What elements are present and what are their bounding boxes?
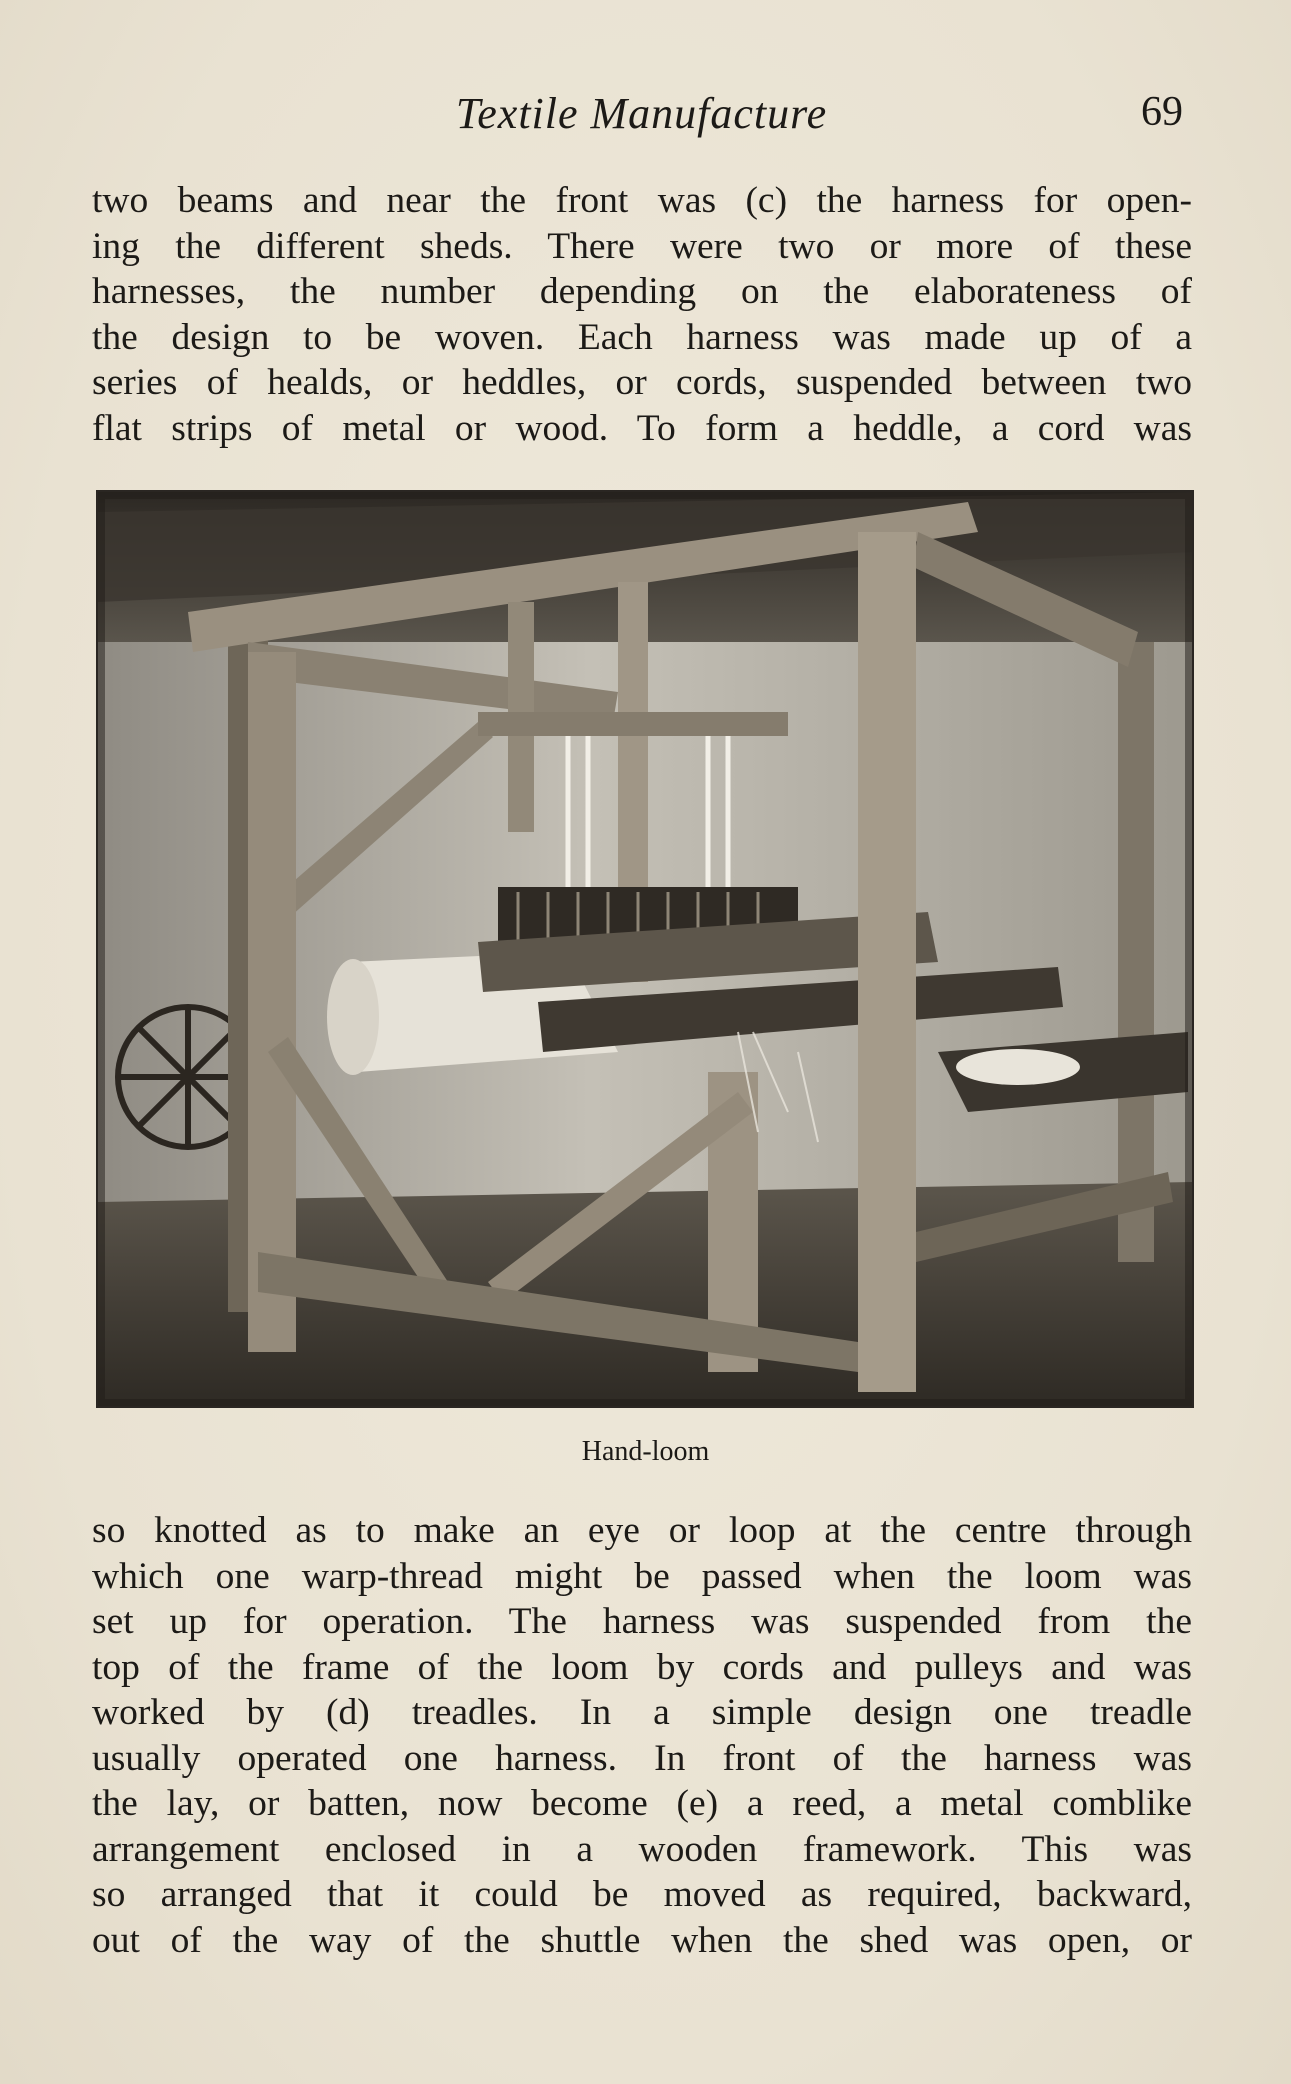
page-number: 69 (1141, 89, 1183, 135)
text-line: out of the way of the shuttle when the shed was open, or (92, 1919, 1192, 1961)
back-post-right (1118, 642, 1154, 1262)
basin (956, 1049, 1080, 1085)
text-line: series of healds, or heddles, or cords, suspended between two (92, 362, 1192, 403)
text-line: the lay, or batten, now become (e) a reed, a metal comblike (92, 1783, 1192, 1824)
harness-bar (478, 712, 788, 736)
hand-loom-photograph (96, 490, 1194, 1408)
text-line: arrangement enclosed in a wooden framework. This was (92, 1828, 1192, 1870)
text-line: two beams and near the front was (c) the harness for open- (92, 180, 1192, 221)
front-post-left (248, 652, 296, 1352)
figure-caption: Hand-loom (581, 1436, 710, 1467)
paragraph-bottom (92, 1508, 1192, 1963)
running-head (92, 88, 1191, 148)
text-line: top of the frame of the loom by cords and pulleys and was (92, 1646, 1192, 1688)
text-line: flat strips of metal or wood. To form a heddle, a cord was (92, 407, 1192, 449)
hand-loom-illustration (98, 492, 1192, 1406)
front-post-center (858, 532, 916, 1392)
text-line: ing the different sheds. There were two or more of these (92, 225, 1192, 267)
text-line: worked by (d) treadles. In a simple design one treadle (92, 1692, 1192, 1733)
text-line: set up for operation. The harness was suspended from the (92, 1601, 1192, 1642)
text-line: so arranged that it could be moved as required, backward, (92, 1874, 1192, 1915)
text-line: which one warp-thread might be passed when the loom was (92, 1555, 1192, 1597)
paragraph-top (92, 178, 1192, 451)
text-line: the design to be woven. Each harness was made up of a (92, 316, 1192, 358)
running-title: Textile Manufacture (455, 89, 828, 138)
text-line: so knotted as to make an eye or loop at the centre through (92, 1510, 1192, 1551)
text-line: usually operated one harness. In front of the harness was (92, 1737, 1192, 1779)
text-line: harnesses, the number depending on the elaborateness of (92, 271, 1192, 312)
